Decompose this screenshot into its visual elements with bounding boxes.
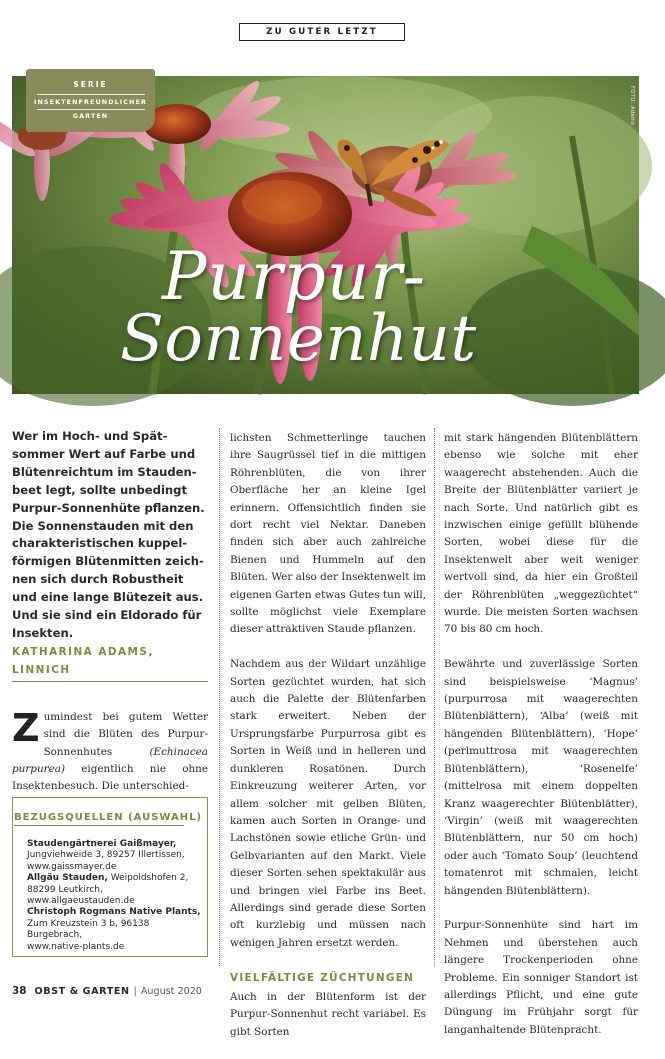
source-item: Allgäu Stauden, Weipoldshofen 2, 88299 Leutkirch, www.allgaeustauden.de — [27, 873, 189, 907]
column-3 — [444, 430, 638, 1057]
column-1 — [12, 428, 208, 813]
series-divider — [37, 109, 145, 110]
section-label: ZU GUTER LETZT — [239, 23, 405, 41]
sources-list — [27, 839, 207, 953]
author: KATHARINA ADAMS, LINNICH — [12, 628, 208, 676]
page-number: 38 — [12, 985, 27, 997]
article-title-line1: Purpur- — [162, 238, 427, 315]
body-paragraph: Auch in der Blütenform ist der Purpur-Sonnenhut recht variabel. Es gibt Sorten — [230, 990, 426, 1038]
column-2 — [230, 430, 426, 1059]
article-title-line2: Sonnenhut — [120, 302, 477, 376]
page-footer — [12, 985, 202, 997]
series-label: SERIE — [73, 79, 108, 89]
body-paragraph: Bewährte und zuverlässige Sorten sind beispielsweise ‘Magnus’ (purpurrosa mit waagerechten Blütenblättern), ‘Alba’ (weiß mit hängenden Blütenblättern), ‘Hope’ (perlmuttrosa mit waagerechten Blütenblättern), ‘Rosenelfe’ (mittelrosa mit einem doppelten Kranz waagerechter Blütenblätter), ‘Virgin’ (weiß mit waagerechten Blütenblättern, nur 50 cm hoch) oder auch ‘Tomato Soup’ (leuchtend tomatenrot mit schmalen, leicht hängenden Blütenblättern). — [444, 658, 638, 897]
series-badge — [26, 69, 155, 132]
subheading: VIELFÄLTIGE ZÜCHTUNGEN — [230, 971, 415, 984]
source-item: Christoph Rogmans Native Plants, Zum Kreuzstein 3 b, 96138 Burgebrach, www.native-plants.de — [27, 907, 201, 952]
body-paragraph: Zumindest bei gutem Wetter sind die Blüten des Purpur-Sonnenhutes (Echinacea purpurea) eigentlich nie ohne Insektenbesuch. Die unterschied- — [12, 705, 208, 793]
source-link[interactable]: www.gaissmayer.de — [27, 861, 117, 872]
body-paragraph: Purpur-Sonnenhüte sind hart im Nehmen und überstehen auch längere Trockenperioden ohne Probleme. Ein sonniger Standort ist allerdings Pflicht, und eine gute Düngung im Frühjahr sorgt für langanhaltende Blütenpracht. — [444, 919, 638, 1036]
body-paragraph: lichsten Schmetterlinge tauchen ihre Saugrüssel tief in die mittigen Röhrenblüten, die von ihrer Oberfläche her an kleine Igel erinnern. Offensichtlich finden sie dort recht viel Nektar. Daneben finden sich aber auch zahlreiche Bienen und Hummeln auf den Blüten. Wer also der Insektenwelt im eigenen Garten etwas Gutes tun will, sollte möglichst viele Exemplare dieser attraktiven Staude pflanzen. — [230, 432, 426, 636]
body-paragraph: Nachdem aus der Wildart unzählige Sorten gezüchtet wurden, hat sich auch die Palette der Blütenfarben stark erweitert. Neben der Ursprungsfarbe Purpurrosa gibt es Sorten in Weiß und in helleren und dunkleren Rosatönen. Durch Einkreuzung weiterer Arten, vor allem solcher mit gelben Blüten, kamen auch Sorten in Orange- und Lachstönen sowie etliche Grün- und Gelbvarianten auf den Markt. Viele dieser Sorten sehen spektakulär aus und bringen viel Farbe ins Beet. Allerdings sind gerade diese Sorten oft kurzlebig und müssen nach wenigen Jahren ersetzt werden. — [230, 658, 426, 949]
series-line2: GARTEN — [72, 112, 109, 121]
series-line1: INSEKTENFREUNDLICHER — [34, 97, 147, 106]
source-item: Staudengärtnerei Gaißmayer, Jungviehweide 3, 89257 Illertissen, www.gaissmayer.de — [27, 839, 185, 872]
footer-separator: | — [133, 986, 137, 997]
column-divider — [434, 428, 435, 966]
column-divider — [219, 428, 220, 966]
series-divider — [37, 94, 145, 95]
drop-cap: Z — [12, 705, 40, 750]
source-link[interactable]: www.allgaeustauden.de — [27, 896, 135, 907]
issue-date: August 2020 — [140, 986, 202, 997]
sources-title: BEZUGSQUELLEN (AUSWAHL) — [14, 812, 184, 826]
source-link[interactable]: www.native-plants.de — [27, 941, 125, 952]
body-paragraph: mit stark hängenden Blütenblättern ebenso wie solche mit eher waagerecht abstehenden. Auch die Breite der Blütenblätter variiert je nach Sorte. Und natürlich gibt es inzwischen einige gefüllt blühende Sorten, wobei diese für die Insektenwelt aber weit weniger wertvoll sind, da hier ein Großteil der Röhrenblüten „weggezüchtet“ wurde. Die meisten Sorten wachsen 70 bis 80 cm hoch. — [444, 432, 638, 636]
intro-text: Wer im Hoch- und Spätsommer Wert auf Farbe und Blütenreichtum im Staudenbeet legt, sollte unbedingt Purpur-Sonnenhüte pflanzen. Die Sonnenstauden mit den charakteristischen kuppelförmigen Blütenmitten zeichnen sich durch Robustheit und eine lange Blütezeit aus. Und sie sind ein Eldorado für Insekten. KATHARINA ADAMS, LINNICH — [12, 428, 208, 682]
magazine-name: OBST & GARTEN — [34, 986, 130, 997]
photo-credit: FOTO: Adams — [629, 86, 635, 126]
